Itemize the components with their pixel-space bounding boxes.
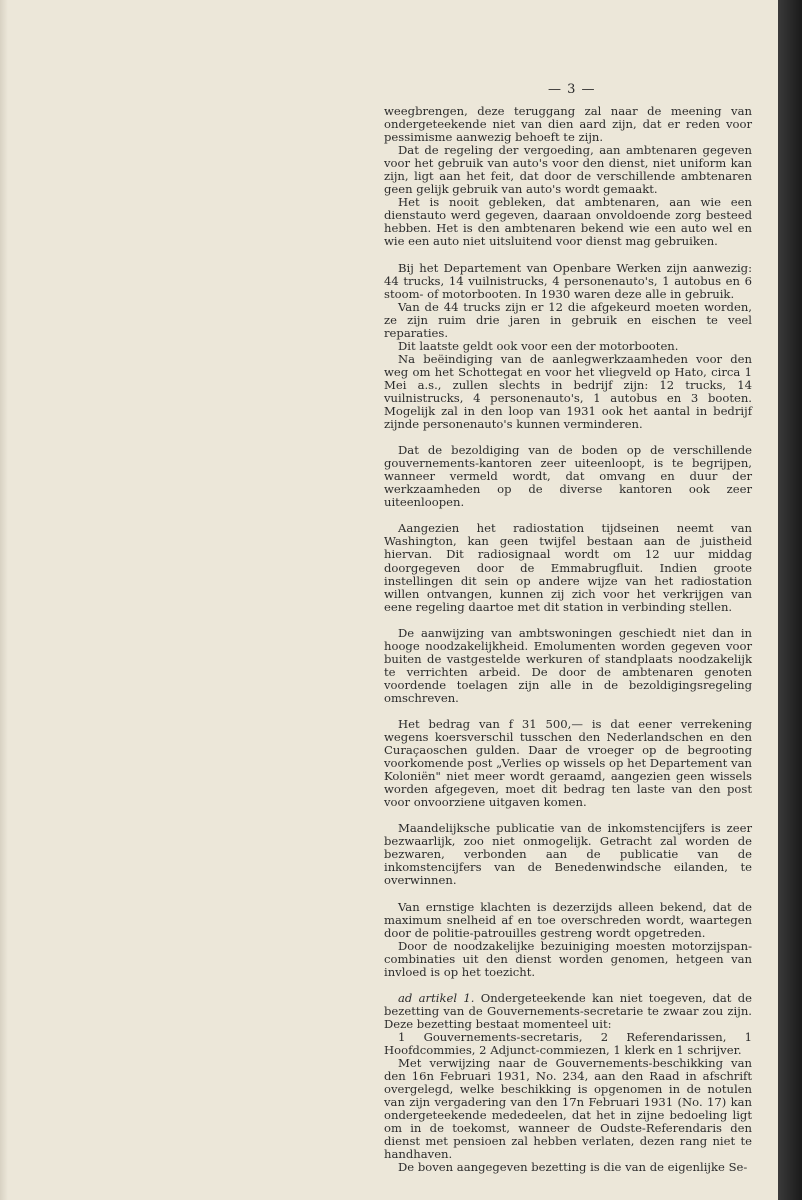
scan-border (778, 0, 802, 1200)
paragraph-text: De boven aangegeven bezetting is die van de eigenlijke Se- (398, 1160, 748, 1175)
paragraph (384, 105, 752, 144)
paragraph (384, 992, 752, 1031)
paragraph-text: Ondergeteekende kan niet toegeven, dat de bezetting van de Gouvernements-secretarie te zwaar zou zijn. Deze bezetting bestaat momenteel uit: (384, 990, 752, 1031)
paragraph (384, 901, 752, 940)
paragraph-text: Dat de bezoldiging van de boden op de verschillende gouvernements-kantoren zeer uiteenloopt, is te begrijpen, wanneer vermeld wordt, dat omvang en duur der werkzaamheden op de diverse kantoren ook zeer uiteenloopen. (384, 443, 752, 510)
paragraph (384, 196, 752, 248)
paragraph-text: Dat de regeling der vergoeding, aan ambtenaren gegeven voor het gebruik van auto's voor den dienst, niet uniform kan zijn, ligt aan het feit, dat door de verschillende ambtenaren geen gelijk gebruik van auto's wordt gemaakt. (384, 143, 752, 197)
body-text (384, 105, 752, 1174)
paragraph-text: weegbrengen, deze teruggang zal naar de meening van ondergeteekende niet van dien aard zijn, dat er reden voor pessimisme aanwezig behoeft te zijn. (384, 104, 752, 145)
paragraph-text: Met verwijzing naar de Gouvernements-beschikking van den 16n Februari 1931, No. 234, aan den Raad in afschrift overgelegd, welke beschikking is opgenomen in de notulen van zijn vergadering van den 17n Februari 1931 (No. 17) kan ondergeteekende mededeelen, dat het in zijne bedoeling ligt om in de toekomst, wanneer de Oudste-Referendaris den dienst met pensioen zal hebben verlaten, dezen rang niet te handhaven. (384, 1056, 752, 1162)
paragraph-text: Aangezien het radiostation tijdseinen neemt van Washington, kan geen twijfel bestaan aan de juistheid hiervan. Dit radiosignaal wordt om 12 uur middag doorgegeven door de Emmabrugfluit. Indien groote instellingen dit sein op andere wijze van het radiostation willen ontvangen, kunnen zij zich voor het verkrijgen van eene regeling daartoe met dit station in verbinding stellen. (384, 521, 752, 614)
paragraph (384, 444, 752, 509)
paragraph-text: Het bedrag van f 31 500,— is dat eener verrekening wegens koersverschil tusschen den Nederlandschen en den Curaçaoschen gulden. Daar de vroeger op de begrooting voorkomende post „Verlies op wissels op het Departement van Koloniën" niet meer wordt geraamd, aangezien geen wissels worden afgegeven, moet dit bedrag ten laste van den post voor onvoorziene uitgaven komen. (384, 716, 752, 810)
paragraph-text: Het is nooit gebleken, dat ambtenaren, aan wie een dienstauto werd gegeven, daaraan onvoldoende zorg besteed hebben. Het is den ambtenaren bekend wie een auto wel en wie een auto niet uitsluitend voor dienst mag gebruiken. (384, 195, 752, 249)
paragraph-text: Na beëindiging van de aanlegwerkzaamheden voor den weg om het Schottegat en voor het vliegveld op Hato, circa 1 Mei a.s., zullen slechts in bedrijf zijn: 12 trucks, 14 vuilnistrucks, 4 personenauto's, 1 autobus en 3 booten. Mogelijk zal in den loop van 1931 ook het aantal in bedrijf zijnde personenauto's kunnen verminderen. (384, 351, 752, 432)
paragraph (384, 262, 752, 301)
paragraph (384, 353, 752, 431)
paragraph (384, 1057, 752, 1161)
paragraph-text: De aanwijzing van ambtswoningen geschiedt niet dan in hooge noodzakelijkheid. Emolumenten worden gegeven voor buiten de vastgestelde werkuren of standplaats noodzakelijk te verrichten arbeid. De door de ambtenaren genoten voordende toelagen zijn alle in de bezoldigingsregeling omschreven. (384, 625, 752, 705)
paragraph-text: 1 Gouvernements-secretaris, 2 Referendarissen, 1 Hoofdcommies, 2 Adjunct-commiezen, 1 klerk en 1 schrijver. (384, 1029, 752, 1057)
paragraph (384, 627, 752, 705)
paragraph-text: Dit laatste geldt ook voor een der motorbooten. (398, 338, 679, 353)
paragraph (384, 718, 752, 809)
article-heading: ad artikel 1. (398, 990, 475, 1005)
paragraph (384, 301, 752, 340)
paragraph-text: Van de 44 trucks zijn er 12 die afgekeurd moeten worden, ze zijn ruim drie jaren in gebruik en eischen te veel reparaties. (384, 299, 752, 340)
paragraph (384, 940, 752, 979)
paragraph-text: Door de noodzakelijke bezuiniging moesten motorzijspan-combinaties uit den dienst worden genomen, hetgeen van invloed is op het toezicht. (384, 938, 752, 979)
paragraph-text: Van ernstige klachten is dezerzijds alleen bekend, dat de maximum snelheid af en toe overschreden wordt, waartegen door de politie-patrouilles gestreng wordt opgetreden. (384, 899, 752, 940)
paragraph (384, 1161, 752, 1174)
page-fold-shadow (0, 0, 8, 1200)
paragraph (384, 522, 752, 613)
paragraph-text: Maandelijksche publicatie van de inkomstencijfers is zeer bezwaarlijk, zoo niet onmogelijk. Getracht zal worden de bezwaren, verbonden aan de publicatie van de inkomstencijfers van de Benedenwindsche eilanden, te overwinnen. (384, 821, 752, 888)
paragraph (384, 144, 752, 196)
paragraph-text: Bij het Departement van Openbare Werken zijn aanwezig: 44 trucks, 14 vuilnistrucks, 4 personenauto's, 1 autobus en 6 stoom- of motorbooten. In 1930 waren deze alle in gebruik. (384, 260, 752, 301)
page-number: — 3 — (548, 82, 596, 97)
paragraph (384, 822, 752, 887)
paragraph (384, 1031, 752, 1057)
